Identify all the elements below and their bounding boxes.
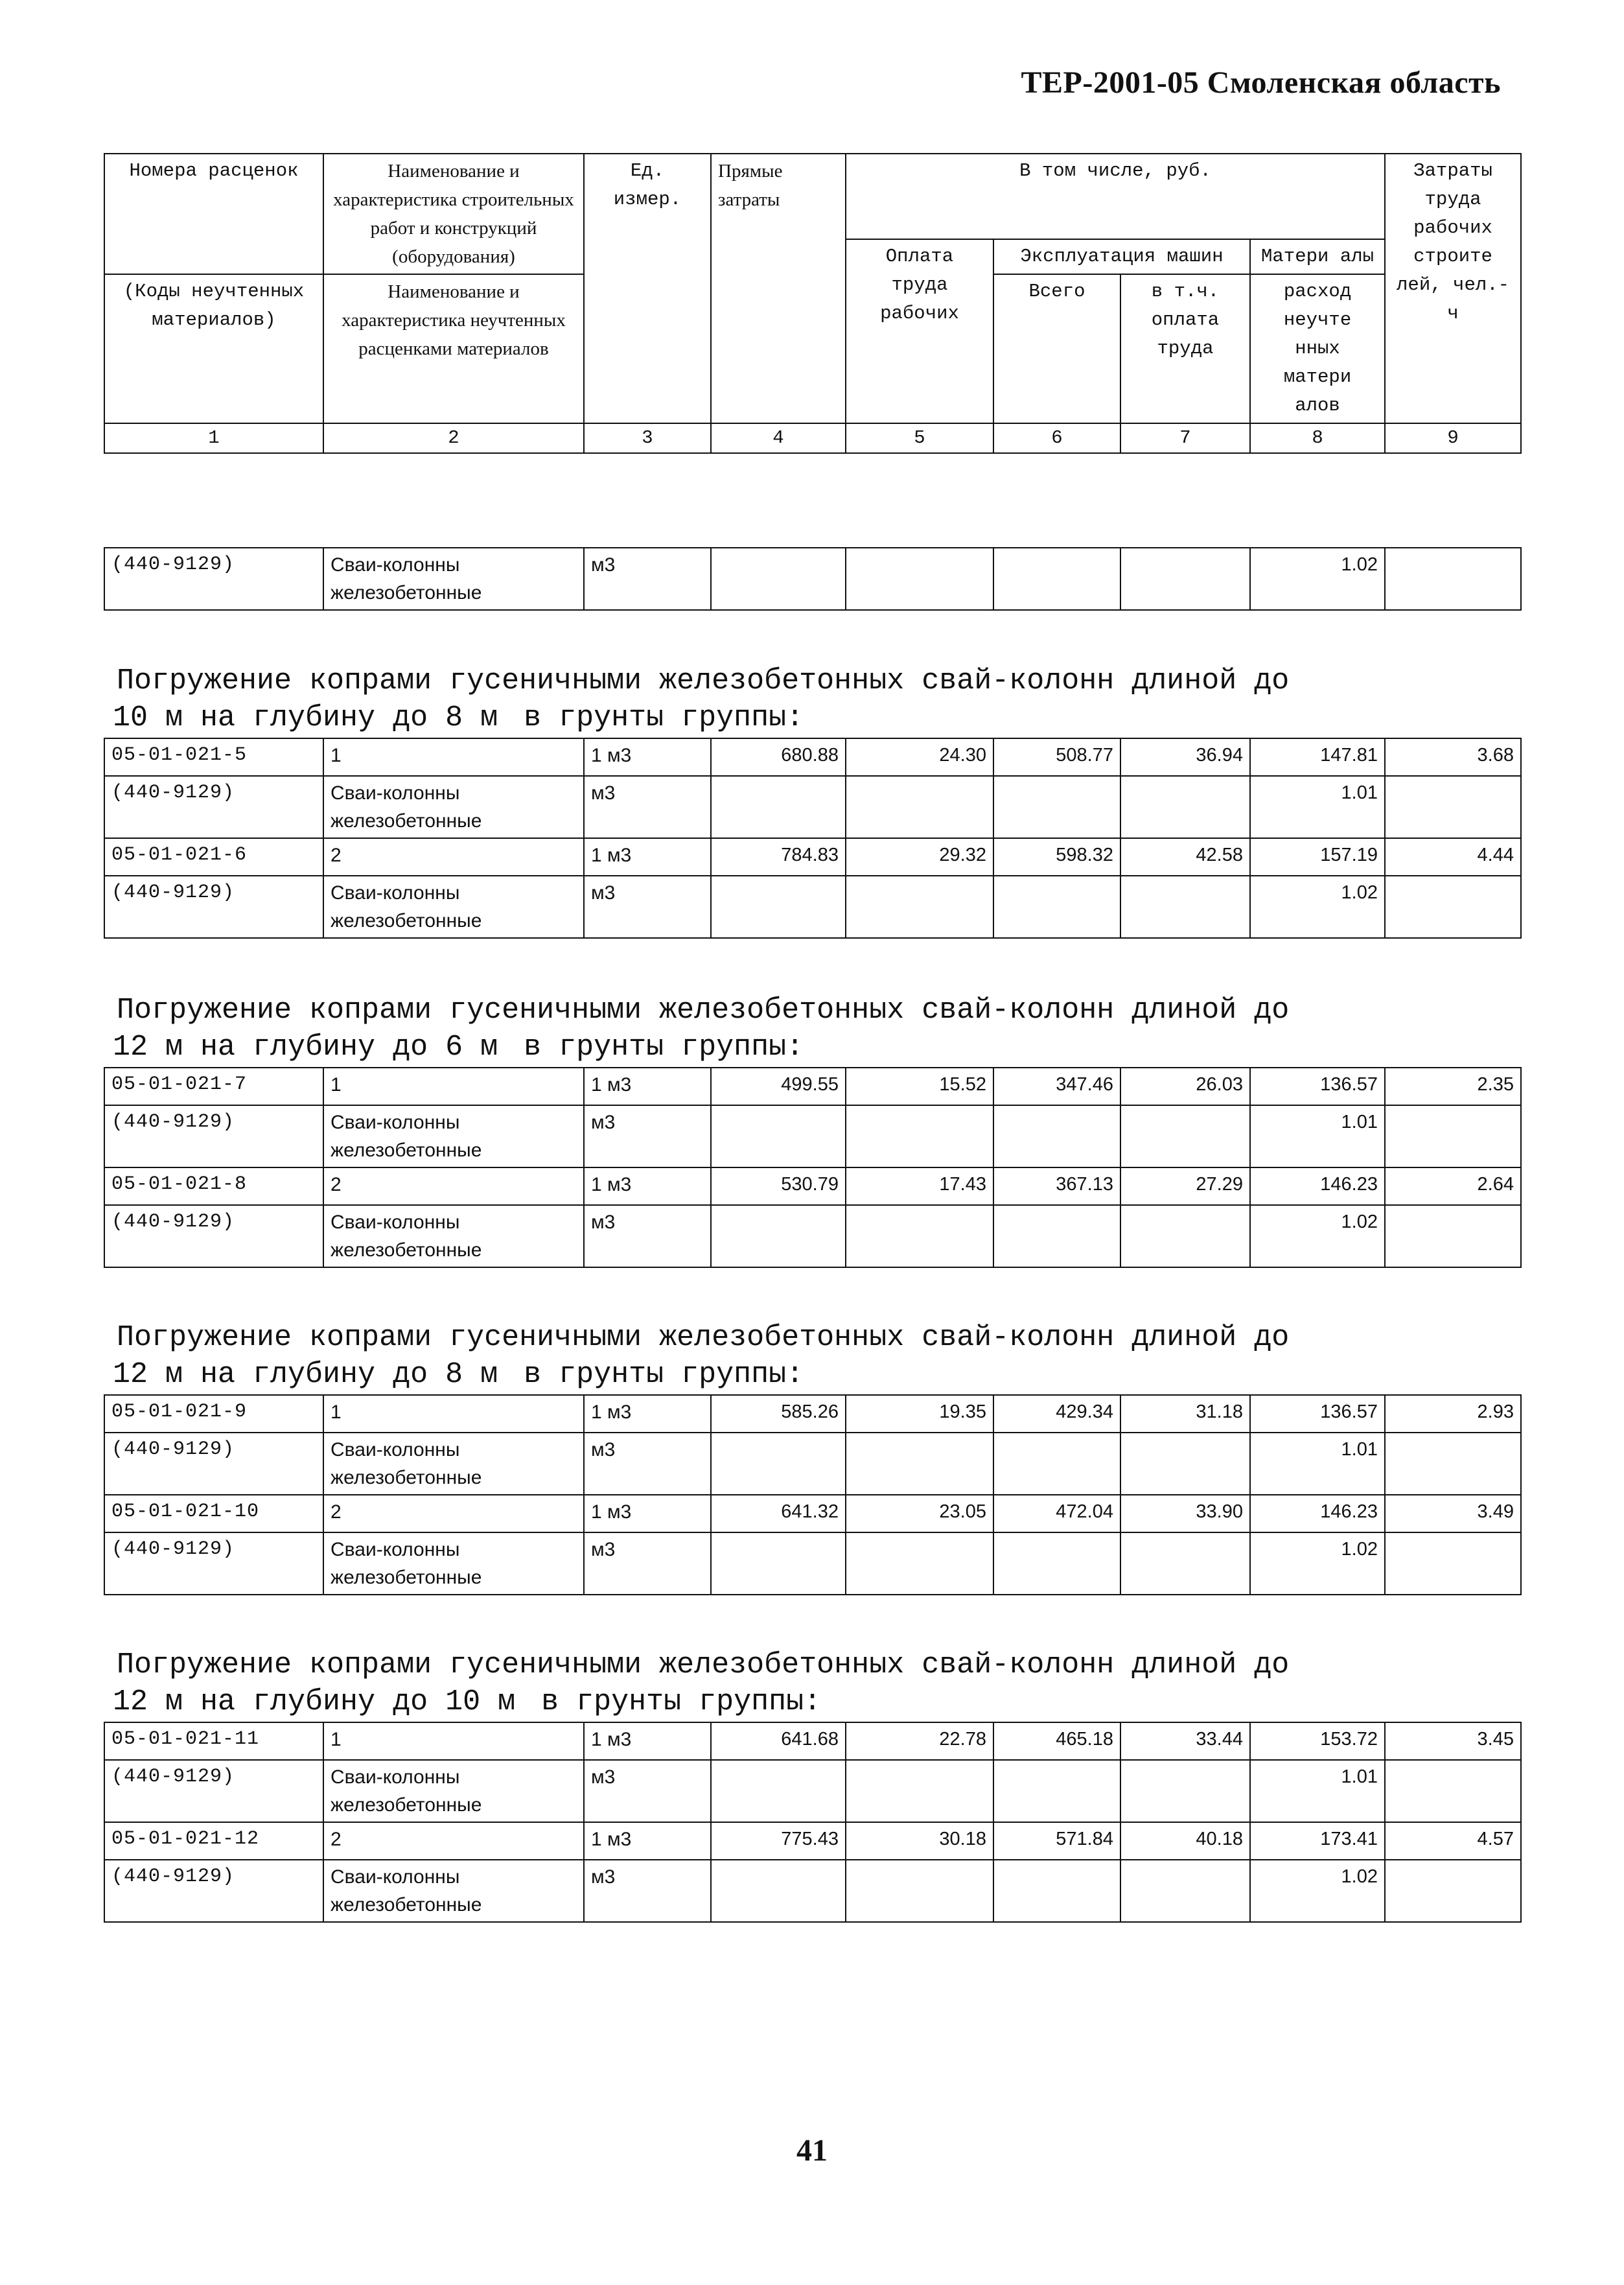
materials-cost: 1.01 [1250,1433,1385,1495]
empty-cell [993,1760,1120,1822]
header-machines-total: Всего [993,274,1120,423]
section-title-line2 [113,1683,1289,1720]
unit-cell: м3 [584,548,711,610]
work-name: Сваи-колонны железобетонные [323,776,584,838]
rate-code: (440-9129) [104,776,323,838]
materials-cost: 147.81 [1250,738,1385,776]
section-title-soil: в грунты группы: [524,701,804,734]
empty-cell [1385,1532,1521,1595]
document-title: ТЕР-2001-05 Смоленская область [1021,65,1501,100]
empty-cell [846,876,993,938]
work-name: 1 [323,1395,584,1433]
unit-cell: м3 [584,1205,711,1267]
section-title-line1: Погружение копрами гусеничными железобетонных свай-колонн длиной до [117,1648,1290,1682]
unit-cell: м3 [584,1105,711,1167]
labor-pay: 17.43 [846,1167,993,1205]
rate-code: (440-9129) [104,1532,323,1595]
labor-pay: 22.78 [846,1722,993,1760]
rate-code: 05-01-021-8 [104,1167,323,1205]
work-name: Сваи-колонны железобетонные [323,1205,584,1267]
column-number: 9 [1385,423,1521,453]
rate-code: 05-01-021-12 [104,1822,323,1860]
rate-code: (440-9129) [104,1860,323,1922]
empty-cell [846,1105,993,1167]
work-name: 2 [323,1822,584,1860]
continuation-table [104,547,1522,611]
table-row [104,548,1521,610]
work-name: Сваи-колонны железобетонные [323,876,584,938]
header-group-including: В том числе, руб. [846,154,1385,239]
unit-cell: 1 м3 [584,1395,711,1433]
materials-cost: 1.01 [1250,1105,1385,1167]
header-labor-costs: Затраты труда рабочих строите лей, чел.-ч [1385,154,1521,423]
work-name: Сваи-колонны железобетонные [323,1532,584,1595]
rate-code: 05-01-021-10 [104,1495,323,1532]
column-number: 4 [711,423,846,453]
direct-costs: 585.26 [711,1395,846,1433]
rate-row [104,1068,1521,1105]
labor-pay: 19.35 [846,1395,993,1433]
materials-cost: 1.02 [1250,1860,1385,1922]
empty-cell [1120,876,1250,938]
header-col2-top: Наименование и характеристика строительных работ и конструкций (оборудования) [323,154,584,274]
labor-hours: 3.49 [1385,1495,1521,1532]
empty-cell [1120,1860,1250,1922]
materials-cost: 157.19 [1250,838,1385,876]
section-title-line1: Погружение копрами гусеничными железобетонных свай-колонн длиной до [117,1321,1290,1354]
header-direct-costs: Прямые затраты [711,154,846,423]
material-row [104,1433,1521,1495]
machine-cost: 472.04 [993,1495,1120,1532]
empty-cell [711,1105,846,1167]
unit-cell: м3 [584,776,711,838]
machine-cost: 508.77 [993,738,1120,776]
machine-pay: 31.18 [1120,1395,1250,1433]
empty-cell [1385,1105,1521,1167]
unit-cell: 1 м3 [584,1722,711,1760]
empty-cell [1120,1205,1250,1267]
rate-row [104,1395,1521,1433]
rate-code: (440-9129) [104,1760,323,1822]
rates-table [104,1067,1522,1268]
machine-pay: 42.58 [1120,838,1250,876]
empty-cell [993,1860,1120,1922]
section-title-line2 [113,699,1289,736]
material-row [104,1105,1521,1167]
work-name: 1 [323,1068,584,1105]
column-number: 5 [846,423,993,453]
page-number: 41 [796,2133,828,2168]
empty-cell [1120,1760,1250,1822]
materials-cost: 1.02 [1250,1532,1385,1595]
header-col1-bottom: (Коды неучтенных материалов) [104,274,323,423]
section-title-line1: Погружение копрами гусеничными железобетонных свай-колонн длиной до [117,994,1290,1027]
header-materials: Матери алы [1250,239,1385,274]
labor-pay: 29.32 [846,838,993,876]
material-consumption: 1.02 [1250,548,1385,610]
labor-pay: 15.52 [846,1068,993,1105]
column-number: 6 [993,423,1120,453]
column-number: 7 [1120,423,1250,453]
rate-code: (440-9129) [104,1205,323,1267]
empty-cell [711,1860,846,1922]
header-col2-bottom: Наименование и характеристика неучтенных расценками материалов [323,274,584,423]
direct-costs: 641.68 [711,1722,846,1760]
work-name: Сваи-колонны железобетонные [323,1860,584,1922]
labor-hours: 2.93 [1385,1395,1521,1433]
empty-cell [1385,1433,1521,1495]
work-name: 2 [323,1495,584,1532]
section-title-depth: 12 м на глубину до 8 м [113,1358,498,1391]
material-code: (440-9129) [104,548,323,610]
material-row [104,876,1521,938]
labor-pay: 30.18 [846,1822,993,1860]
header-machines: Эксплуатация машин [993,239,1250,274]
unit-cell: 1 м3 [584,1822,711,1860]
direct-costs: 680.88 [711,738,846,776]
empty-cell [711,876,846,938]
unit-cell: м3 [584,876,711,938]
header-unaccounted-materials: расход неучте нных матери алов [1250,274,1385,423]
direct-costs: 641.32 [711,1495,846,1532]
section-title-depth: 12 м на глубину до 6 м [113,1031,498,1064]
materials-cost: 146.23 [1250,1495,1385,1532]
machine-pay: 27.29 [1120,1167,1250,1205]
machine-cost: 367.13 [993,1167,1120,1205]
rate-row [104,1495,1521,1532]
column-number: 3 [584,423,711,453]
header-unit: Ед. измер. [584,154,711,423]
rate-code: 05-01-021-6 [104,838,323,876]
empty-cell [1120,776,1250,838]
empty-cell [846,1205,993,1267]
section-title-line2 [113,1029,1289,1066]
rate-row [104,1722,1521,1760]
header-machines-pay: в т.ч. оплата труда [1120,274,1250,423]
section-title-soil: в грунты группы: [541,1685,822,1718]
empty-cell [993,776,1120,838]
labor-hours: 3.45 [1385,1722,1521,1760]
machine-pay: 26.03 [1120,1068,1250,1105]
machine-cost: 347.46 [993,1068,1120,1105]
empty-cell [711,1205,846,1267]
section-title-line1: Погружение копрами гусеничными железобетонных свай-колонн длиной до [117,664,1290,697]
section-title-line2 [113,1356,1289,1393]
column-number: 1 [104,423,323,453]
section-title [113,992,1290,1066]
materials-cost: 1.01 [1250,1760,1385,1822]
section-title-depth: 12 м на глубину до 10 м [113,1685,516,1718]
empty-cell [711,1532,846,1595]
section-title-depth: 10 м на глубину до 8 м [113,701,498,734]
empty-cell [993,1205,1120,1267]
material-row [104,1532,1521,1595]
materials-cost: 1.02 [1250,876,1385,938]
rate-code: (440-9129) [104,1105,323,1167]
rate-row [104,838,1521,876]
rate-code: 05-01-021-7 [104,1068,323,1105]
header-col1-top: Номера расценок [104,154,323,274]
work-name: Сваи-колонны железобетонные [323,1105,584,1167]
header-pay: Оплата труда рабочих [846,239,993,423]
unit-cell: 1 м3 [584,838,711,876]
empty-cell [1385,1205,1521,1267]
column-number: 8 [1250,423,1385,453]
empty-cell [846,1860,993,1922]
unit-cell: 1 м3 [584,1068,711,1105]
rates-table [104,738,1522,939]
direct-costs: 499.55 [711,1068,846,1105]
unit-cell: м3 [584,1860,711,1922]
labor-hours: 2.64 [1385,1167,1521,1205]
labor-hours: 3.68 [1385,738,1521,776]
labor-hours: 2.35 [1385,1068,1521,1105]
empty-cell [993,1433,1120,1495]
rate-row [104,1167,1521,1205]
labor-hours: 4.44 [1385,838,1521,876]
work-name: Сваи-колонны железобетонные [323,1760,584,1822]
rates-table [104,1394,1522,1595]
work-name: 2 [323,1167,584,1205]
unit-cell: 1 м3 [584,1495,711,1532]
material-row [104,1205,1521,1267]
materials-cost: 173.41 [1250,1822,1385,1860]
material-row [104,1760,1521,1822]
rate-row [104,1822,1521,1860]
empty-cell [846,1760,993,1822]
work-name: 2 [323,838,584,876]
materials-cost: 136.57 [1250,1068,1385,1105]
direct-costs: 775.43 [711,1822,846,1860]
machine-pay: 36.94 [1120,738,1250,776]
section-title [113,662,1290,736]
rate-row [104,738,1521,776]
direct-costs: 784.83 [711,838,846,876]
section-title-soil: в грунты группы: [524,1358,804,1391]
machine-pay: 33.90 [1120,1495,1250,1532]
rate-code: 05-01-021-9 [104,1395,323,1433]
labor-hours: 4.57 [1385,1822,1521,1860]
machine-cost: 598.32 [993,838,1120,876]
unit-cell: м3 [584,1532,711,1595]
unit-cell: м3 [584,1433,711,1495]
empty-cell [1385,1860,1521,1922]
empty-cell [993,1105,1120,1167]
machine-cost: 465.18 [993,1722,1120,1760]
materials-cost: 136.57 [1250,1395,1385,1433]
empty-cell [1385,1760,1521,1822]
empty-cell [711,1433,846,1495]
column-header-table [104,153,1522,454]
empty-cell [846,1532,993,1595]
empty-cell [711,1760,846,1822]
direct-costs: 530.79 [711,1167,846,1205]
machine-cost: 429.34 [993,1395,1120,1433]
empty-cell [711,776,846,838]
empty-cell [993,1532,1120,1595]
empty-cell [993,876,1120,938]
materials-cost: 153.72 [1250,1722,1385,1760]
materials-cost: 1.02 [1250,1205,1385,1267]
unit-cell: м3 [584,1760,711,1822]
column-number: 2 [323,423,584,453]
rate-code: (440-9129) [104,876,323,938]
material-name: Сваи-колонны железобетонные [323,548,584,610]
unit-cell: 1 м3 [584,738,711,776]
work-name: 1 [323,738,584,776]
empty-cell [1385,876,1521,938]
material-row [104,1860,1521,1922]
machine-pay: 40.18 [1120,1822,1250,1860]
materials-cost: 146.23 [1250,1167,1385,1205]
rate-code: 05-01-021-5 [104,738,323,776]
machine-pay: 33.44 [1120,1722,1250,1760]
labor-pay: 23.05 [846,1495,993,1532]
rates-table [104,1722,1522,1923]
section-title [113,1646,1290,1720]
labor-pay: 24.30 [846,738,993,776]
rate-code: 05-01-021-11 [104,1722,323,1760]
unit-cell: 1 м3 [584,1167,711,1205]
rate-code: (440-9129) [104,1433,323,1495]
empty-cell [846,776,993,838]
work-name: Сваи-колонны железобетонные [323,1433,584,1495]
empty-cell [1120,1105,1250,1167]
machine-cost: 571.84 [993,1822,1120,1860]
work-name: 1 [323,1722,584,1760]
material-row [104,776,1521,838]
empty-cell [846,1433,993,1495]
materials-cost: 1.01 [1250,776,1385,838]
section-title [113,1319,1290,1393]
empty-cell [1120,1433,1250,1495]
section-title-soil: в грунты группы: [524,1031,804,1064]
empty-cell [1385,776,1521,838]
empty-cell [1120,1532,1250,1595]
